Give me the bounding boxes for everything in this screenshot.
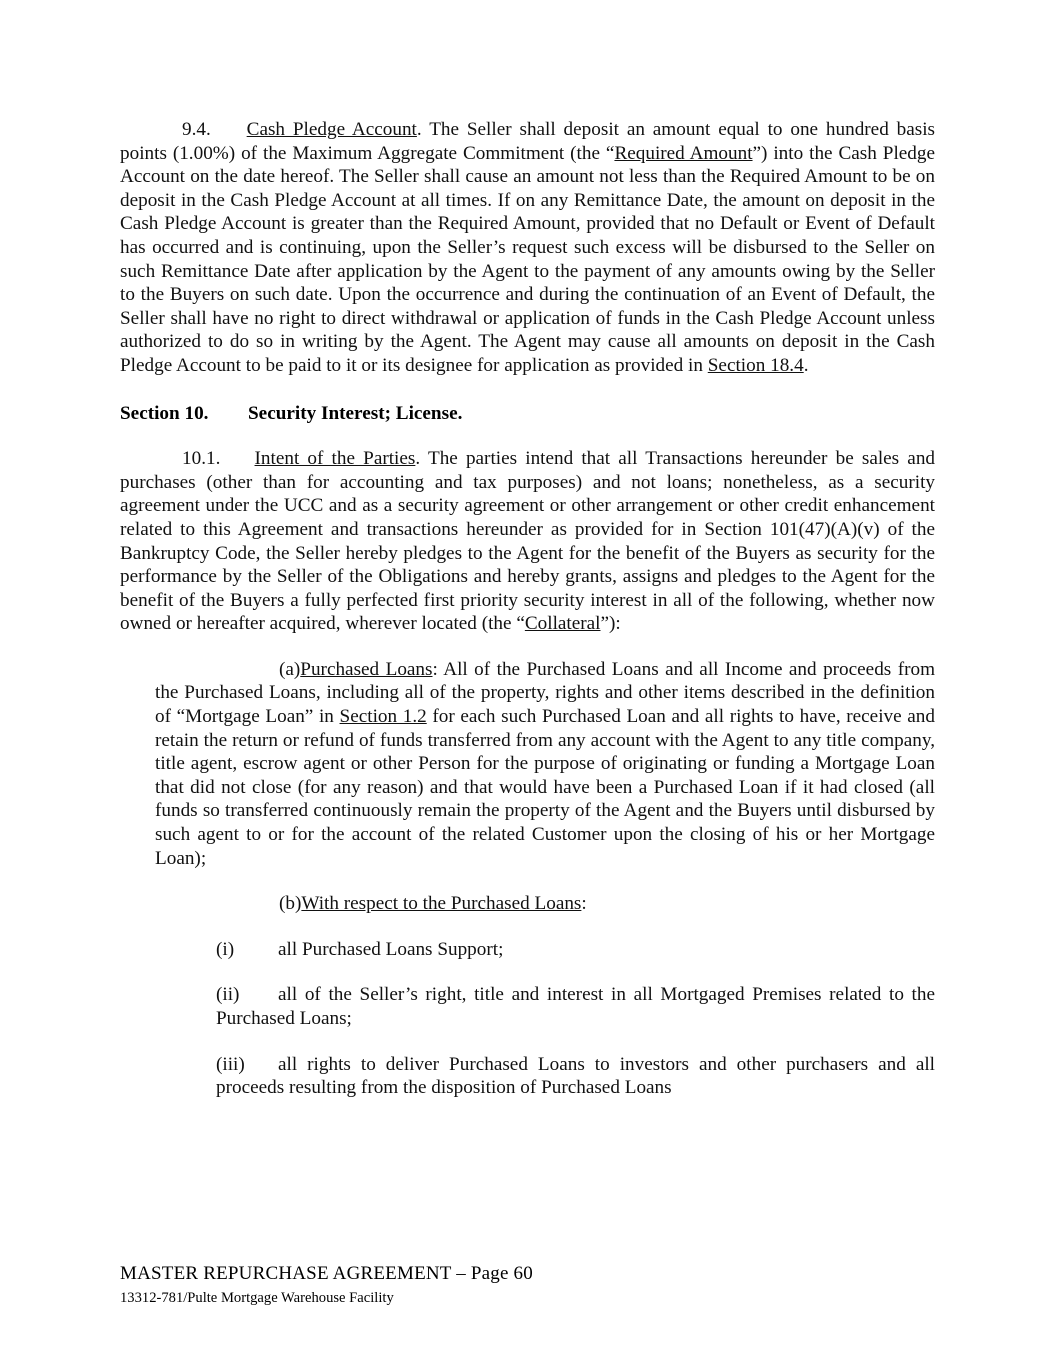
page-content: [120, 118, 935, 1100]
list-marker-i: (i): [216, 938, 235, 960]
paragraph-number: 9.4.: [182, 119, 211, 140]
section-number: Section 10.: [120, 402, 209, 424]
list-item-b-iii: [120, 1053, 935, 1100]
list-item-b-ii: [120, 983, 935, 1030]
paragraph-text-c: .: [803, 354, 809, 376]
list-item-text: all Purchased Loans Support;: [278, 938, 504, 960]
paragraph-number: 10.1.: [182, 448, 221, 470]
list-item-title: With respect to the Purchased Loans: [301, 893, 582, 915]
list-item-b: [120, 892, 935, 916]
list-marker-iii: (iii): [216, 1053, 245, 1075]
list-marker-b: (b): [279, 893, 302, 915]
list-item-title: Purchased Loans: [300, 658, 433, 680]
paragraph-text-b: ”) into the Cash Pledge Account on the date hereof. The Seller shall cause an amount not less than the Required Amount to be on deposit in the Cash Pledge Account at all times. If on any Remittance Date, the amount on deposit in the Cash Pledge Account is greater than the Required Amount, provided that no Default or Event of Default has occurred and is continuing, upon the Seller’s request such excess will be disbursed to the Seller on such Remittance Date after application by the Agent to the payment of any amounts owing by the Seller to the Buyers on such date. Upon the occurrence and during the continuation of an Event of Default, the Seller shall have no right to direct withdrawal or application of funds in the Cash Pledge Account unless authorized to do so in writing by the Agent. The Agent may cause all amounts on deposit in the Cash Pledge Account to be paid to it or its designee for application as provided in: [120, 142, 935, 376]
cross-reference-section-1-2: Section 1.2: [339, 706, 427, 728]
paragraph-text-b: ”):: [600, 613, 621, 635]
footer-agreement-title: MASTER REPURCHASE AGREEMENT – Page 60: [120, 1263, 533, 1284]
list-item-text: all rights to deliver Purchased Loans to investors and other purchasers and all proceeds resulting from the disposition of Purchased Loans: [216, 1053, 935, 1099]
page-footer: [120, 1262, 935, 1308]
list-item-text: :: [581, 893, 587, 915]
list-item-a: [120, 658, 935, 870]
list-marker-a: (a): [279, 658, 301, 680]
list-item-b-i: [120, 938, 935, 962]
list-item-text-b: for each such Purchased Loan and all rights to have, receive and retain the return or refund of funds transferred from any account with the Agent to any title company, title agent, escrow agent or other Person for the purpose of originating or funding a Mortgage Loan that did not close (for any reason) and that would have been a Purchased Loan if it had closed (all funds so transferred continuously remain the property of the Agent and the Buyers until disbursed by such agent to or for the account of the related Customer upon the closing of his or her Mortgage Loan);: [155, 706, 935, 869]
paragraph-9-4: [120, 118, 935, 378]
list-item-text-a: : All of the Purchased Loans and all Income and proceeds from the Purchased Loans, including all of the property, rights and other items described in the definition of “Mortgage Loan” in: [155, 658, 935, 728]
paragraph-title: Cash Pledge Account: [246, 119, 417, 140]
list-item-text: all of the Seller’s right, title and interest in all Mortgaged Premises related to the Purchased Loans;: [216, 984, 935, 1029]
defined-term-required-amount: Required Amount: [614, 142, 753, 164]
section-title: Security Interest; License.: [248, 402, 463, 424]
paragraph-text-a: . The Seller shall deposit an amount equal to one hundred basis points (1.00%) of the Maximum Aggregate Commitment (the “: [120, 119, 936, 164]
paragraph-text-a: . The parties intend that all Transactions hereunder be sales and purchases (other than for accounting and tax purposes) and not loans; nonetheless, as a security agreement under the UCC and as a security agreement or other arrangement or other credit enhancement related to this Agreement and transactions hereunder as provided for in Section 101(47)(A)(v) of the Bankruptcy Code, the Seller hereby pledges to the Agent for the benefit of the Buyers as security for the performance by the Seller of the Obligations and hereby grants, assigns and pledges to the Agent for the benefit of the Buyers a fully perfected first priority security interest in all of the following, whether now owned or hereafter acquired, wherever located (the “: [120, 448, 936, 635]
section-heading-10: [120, 402, 935, 426]
list-marker-ii: (ii): [216, 984, 240, 1006]
footer-facility-reference: 13312-781/Pulte Mortgage Warehouse Facility: [120, 1290, 394, 1306]
cross-reference-section-18-4: Section 18.4: [707, 354, 804, 376]
paragraph-10-1: [120, 447, 935, 636]
paragraph-title: Intent of the Parties: [254, 448, 416, 470]
defined-term-collateral: Collateral: [524, 613, 601, 635]
